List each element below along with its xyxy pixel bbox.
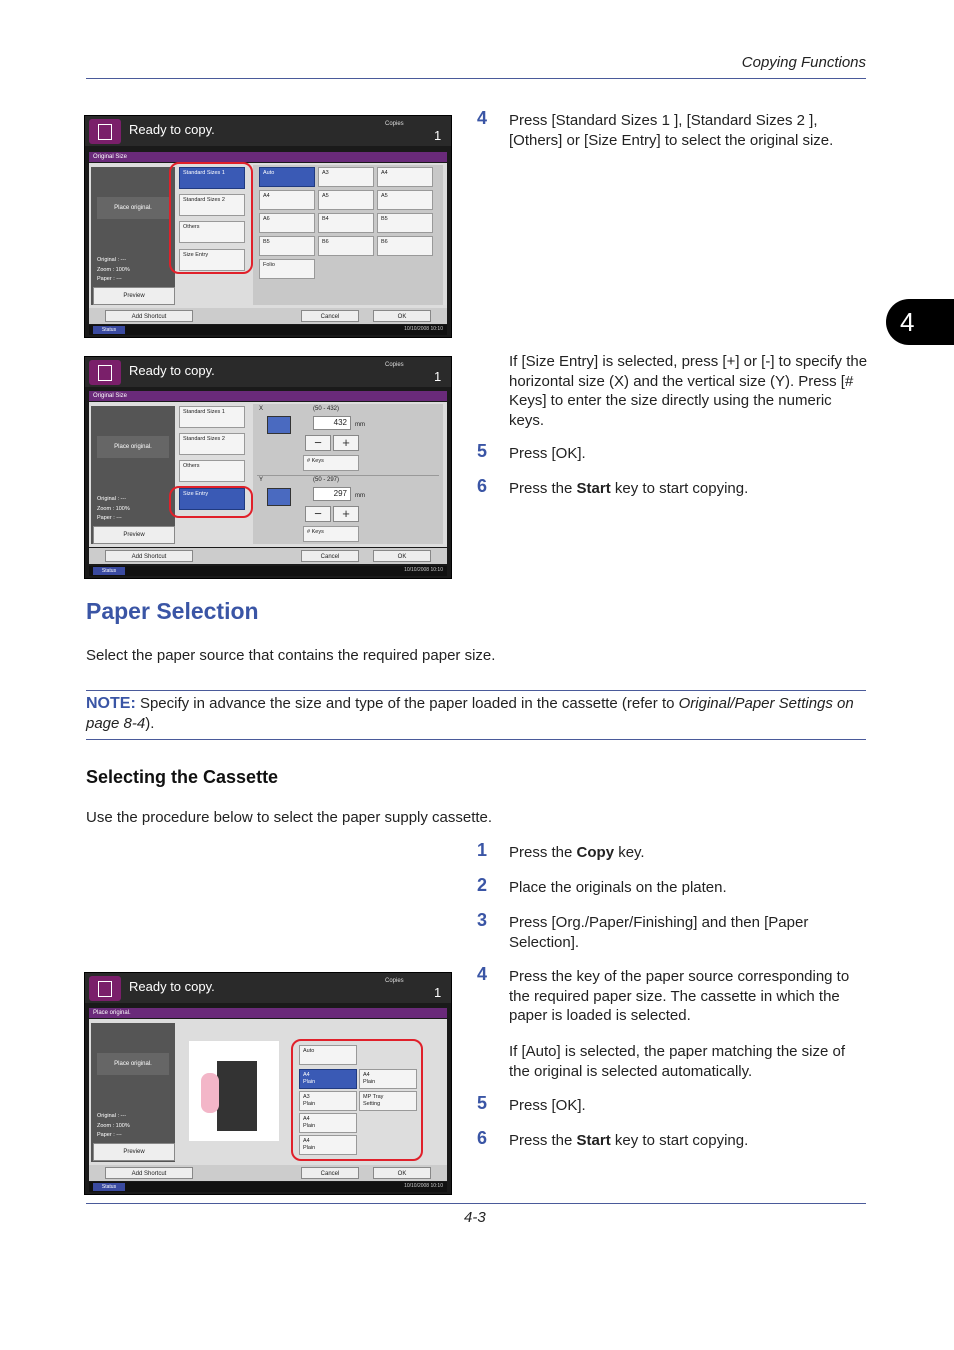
cassette-1-button[interactable]: A4 Plain (299, 1069, 357, 1089)
place-original: Place original. (97, 1053, 169, 1075)
panel-body (89, 163, 447, 308)
panel-topbar (85, 116, 451, 146)
preview-area (91, 406, 175, 544)
size-entry-area (253, 404, 443, 544)
cassette-3-button[interactable]: A3 Plain (299, 1091, 357, 1111)
tab-standard-sizes-2[interactable]: Standard Sizes 2 (179, 433, 245, 455)
screen-paper-selection (84, 972, 452, 1195)
size-button[interactable]: A3 (318, 167, 374, 187)
ready-message: Ready to copy. (129, 122, 215, 137)
x-unit: mm (355, 422, 365, 428)
size-button[interactable]: B5 (259, 236, 315, 256)
copy-icon (89, 976, 121, 1001)
copies-label: Copies (385, 978, 404, 984)
cassette-2-button[interactable]: A4 Plain (359, 1069, 417, 1089)
cancel-button[interactable]: Cancel (301, 550, 359, 562)
ok-button[interactable]: OK (373, 310, 431, 322)
panel-body (89, 402, 447, 547)
running-header: Copying Functions (741, 54, 866, 71)
cassette-step-1: 1 Press the Copy key. (477, 840, 645, 861)
cassette-step-3: 3 Press [Org./Paper/Finishing] and then [Paper Selection]. (477, 910, 809, 951)
status-bar (89, 1182, 447, 1192)
status-button[interactable]: Status (93, 1183, 125, 1191)
size-button[interactable]: A5 (377, 190, 433, 210)
screen-original-size-standard (84, 115, 452, 338)
y-value-field[interactable]: 297 (313, 487, 351, 501)
panel-footer (89, 548, 447, 564)
panel-footer (89, 308, 447, 324)
y-plus-button[interactable]: + (333, 506, 359, 522)
preview-button[interactable]: Preview (93, 287, 175, 305)
size-button[interactable]: Folio (259, 259, 315, 279)
tab-standard-sizes-1[interactable]: Standard Sizes 1 (179, 406, 245, 428)
copies-label: Copies (385, 362, 404, 368)
copies-value: 1 (434, 369, 442, 384)
chapter-tab: 4 (886, 299, 954, 345)
panel-strip: Original Size (89, 391, 447, 401)
ready-message: Ready to copy. (129, 363, 215, 378)
preview-button[interactable]: Preview (93, 1143, 175, 1161)
panel-strip: Place original. (89, 1008, 447, 1018)
note-label: NOTE: (86, 695, 136, 712)
place-original: Place original. (97, 436, 169, 458)
horizontal-size-icon (267, 416, 291, 434)
datetime: 10/10/2008 10:10 (404, 567, 443, 573)
mp-tray-button[interactable]: MP Tray Setting (359, 1091, 417, 1111)
ok-button[interactable]: OK (373, 550, 431, 562)
size-button[interactable]: B4 (318, 213, 374, 233)
note: NOTE: Specify in advance the size and type of the paper loaded in the cassette (refer to Original/Paper Settings on page 8-4). (86, 695, 854, 732)
section-title: Paper Selection (86, 598, 259, 624)
x-range: (50 - 432) (313, 406, 340, 412)
size-grid (253, 165, 443, 305)
tab-others[interactable]: Others (179, 221, 245, 243)
copies-label: Copies (385, 121, 404, 127)
add-shortcut-button[interactable]: Add Shortcut (105, 310, 193, 322)
highlight-ring (169, 162, 253, 274)
panel-strip: Original Size (89, 152, 447, 162)
note-rule-bottom (86, 739, 866, 740)
y-label: Y (259, 477, 264, 483)
subsection-intro: Use the procedure below to select the paper supply cassette. (86, 809, 493, 826)
y-minus-button[interactable]: − (305, 506, 331, 522)
info-block: Original : --- Zoom : 100% Paper : --- (97, 496, 130, 521)
printer-image (189, 1041, 279, 1141)
y-keys-button[interactable]: # Keys (303, 526, 359, 542)
preview-area (91, 167, 175, 305)
tab-size-entry[interactable]: Size Entry (179, 488, 245, 510)
size-button[interactable]: A5 (318, 190, 374, 210)
tab-standard-sizes-1[interactable]: Standard Sizes 1 (179, 167, 245, 189)
step-6: 6 Press the Start key to start copying. (477, 476, 749, 497)
highlight-ring (291, 1039, 423, 1161)
size-entry-paragraph: If [Size Entry] is selected, press [+] or [-] to specify the horizontal size (X) and the vertical size (Y). Press [# Keys] to enter the size directly using the numeric keys. (509, 353, 868, 429)
note-reference: Original/Paper Settings on page 8-4 (86, 695, 854, 732)
auto-paper-button[interactable]: Auto (299, 1045, 357, 1065)
vertical-size-icon (267, 488, 291, 506)
x-keys-button[interactable]: # Keys (303, 455, 359, 471)
size-button[interactable]: B5 (377, 213, 433, 233)
panel-footer (89, 1165, 447, 1181)
subsection-title: Selecting the Cassette (86, 767, 279, 787)
add-shortcut-button[interactable]: Add Shortcut (105, 550, 193, 562)
size-button[interactable]: B6 (318, 236, 374, 256)
panel-topbar (85, 357, 451, 387)
cancel-button[interactable]: Cancel (301, 310, 359, 322)
size-button[interactable]: B6 (377, 236, 433, 256)
cassette-step-5: 5 Press [OK]. (477, 1093, 586, 1114)
footer-rule (86, 1203, 866, 1204)
status-bar (89, 566, 447, 576)
datetime: 10/10/2008 10:10 (404, 326, 443, 332)
step-5: 5 Press [OK]. (477, 441, 586, 462)
screen-original-size-entry (84, 356, 452, 579)
panel-topbar (85, 973, 451, 1003)
y-range: (50 - 297) (313, 477, 340, 483)
section-intro: Select the paper source that contains the required paper size. (86, 647, 496, 664)
copies-value: 1 (434, 985, 442, 1000)
paper-tray-highlight (201, 1073, 219, 1113)
divider (257, 475, 439, 476)
note-rule-top (86, 690, 866, 691)
preview-button[interactable]: Preview (93, 526, 175, 544)
tab-standard-sizes-2[interactable]: Standard Sizes 2 (179, 194, 245, 216)
status-button[interactable]: Status (93, 567, 125, 575)
preview-area (91, 1023, 175, 1162)
status-bar (89, 325, 447, 335)
cassette-4-button[interactable]: A4 Plain (299, 1113, 357, 1133)
copy-icon (89, 360, 121, 385)
info-block: Original : --- Zoom : 100% Paper : --- (97, 257, 130, 282)
size-button[interactable]: A4 (377, 167, 433, 187)
highlight-ring (169, 486, 253, 518)
copies-value: 1 (434, 128, 442, 143)
header-rule (86, 78, 866, 79)
auto-paragraph: If [Auto] is selected, the paper matching the size of the original is selected automatically. (509, 1043, 846, 1080)
step-4: 4 Press [Standard Sizes 1 ], [Standard Sizes 2 ], [Others] or [Size Entry] to select the original size. (477, 108, 834, 149)
cassette-step-6: 6 Press the Start key to start copying. (477, 1128, 749, 1149)
cassette-step-2: 2 Place the originals on the platen. (477, 875, 727, 896)
tab-others[interactable]: Others (179, 460, 245, 482)
add-shortcut-button[interactable]: Add Shortcut (105, 1167, 193, 1179)
x-label: X (259, 406, 264, 412)
size-button[interactable]: A4 (259, 190, 315, 210)
x-minus-button[interactable]: − (305, 435, 331, 451)
cassette-5-button[interactable]: A4 Plain (299, 1135, 357, 1155)
place-original: Place original. (97, 197, 169, 219)
printer-body (217, 1061, 257, 1131)
size-button[interactable]: Auto (259, 167, 315, 187)
size-button[interactable]: A6 (259, 213, 315, 233)
y-unit: mm (355, 493, 365, 499)
page-number: 4-3 (464, 1209, 486, 1226)
x-plus-button[interactable]: + (333, 435, 359, 451)
status-button[interactable]: Status (93, 326, 125, 334)
ready-message: Ready to copy. (129, 979, 215, 994)
cancel-button[interactable]: Cancel (301, 1167, 359, 1179)
ok-button[interactable]: OK (373, 1167, 431, 1179)
x-value-field[interactable]: 432 (313, 416, 351, 430)
datetime: 10/10/2008 10:10 (404, 1183, 443, 1189)
tab-size-entry[interactable]: Size Entry (179, 249, 245, 271)
copy-icon (89, 119, 121, 144)
info-block: Original : --- Zoom : 100% Paper : --- (97, 1113, 130, 1138)
cassette-step-4: 4 Press the key of the paper source corresponding to the required paper size. The cassette in which the paper is loaded is selected. (477, 964, 850, 1024)
